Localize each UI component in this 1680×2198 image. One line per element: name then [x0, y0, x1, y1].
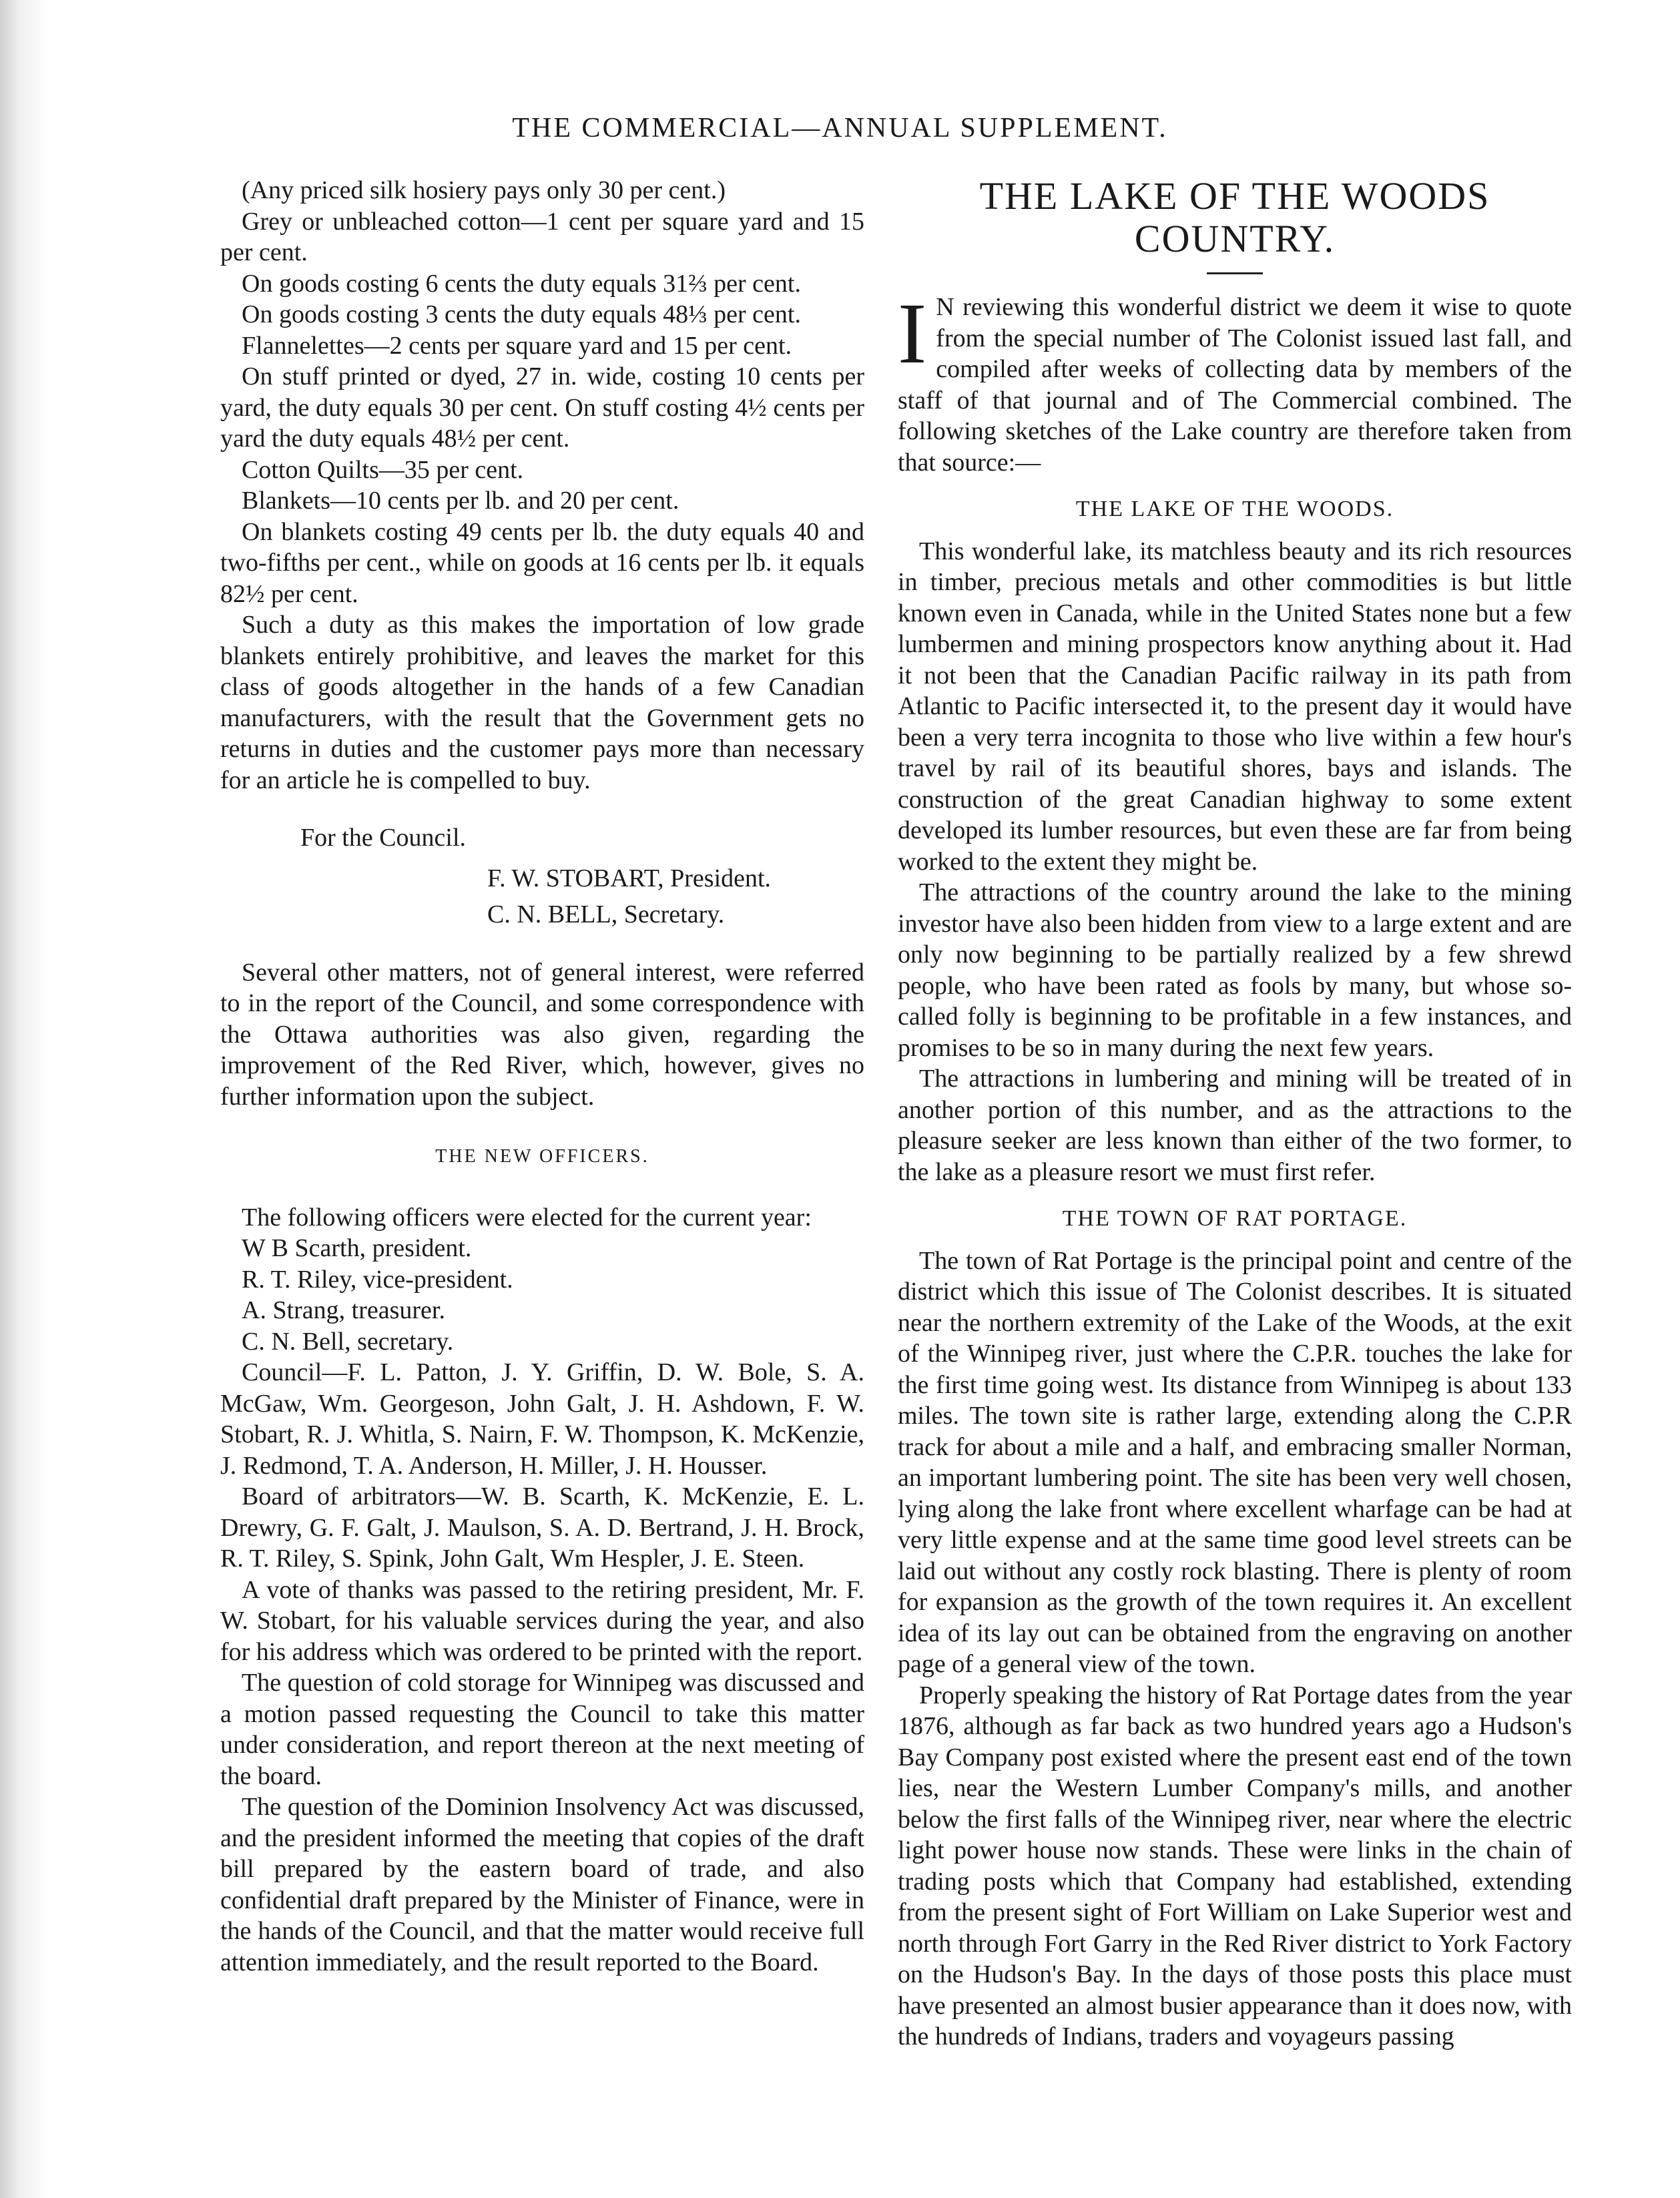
paragraph: On goods costing 6 cents the duty equals 31⅔ per cent. [242, 269, 801, 298]
paragraph: The question of the Dominion Insolvency Act was discussed, and the president informed the meeting that copies of the draft bill prepared by the eastern board of trade, and also confidential draft prepared by the Minister of Finance, were in the hands of the Council, and that the matter would receive full attention immediately, and the result reported to the Board. [220, 1793, 864, 1976]
paragraph: Cotton Quilts—35 per cent. [242, 455, 524, 484]
officer-line: C. N. Bell, secretary. [242, 1327, 454, 1356]
paragraph: Grey or unbleached cotton—1 cent per square yard and 15 per cent. [220, 207, 864, 266]
paragraph: Such a duty as this makes the importation of low grade blankets entirely prohibitive, and leaves the market for this class of goods altogether in the hands of a few Canadian manufacturers, with the result that the Government gets no returns in duties and the customer pays more than necessary for an article he is compelled to buy. [220, 611, 864, 794]
paragraph: Council—F. L. Patton, J. Y. Griffin, D. W. Bole, S. A. McGaw, Wm. Georgeson, John Galt, J. H. Ashdown, F. W. Stobart, R. J. Whitla, S. Nairn, F. W. Thompson, K. McKenzie, J. Redmond, T. A. Anderson, H. Miller, J. H. Housser. [220, 1358, 864, 1480]
officer-line: R. T. Riley, vice-president. [242, 1265, 513, 1294]
left-column [220, 175, 864, 1978]
article-title [898, 175, 1572, 260]
section-heading: THE LAKE OF THE WOODS. [1075, 497, 1394, 521]
paragraph: The attractions in lumbering and mining will be treated of in another portion of this number, and as the attractions to the pleasure seeker are less known than either of the two former, to the lake as a pleasure resort we must first refer. [898, 1065, 1572, 1186]
title-line: COUNTRY. [1134, 217, 1336, 260]
title-line: THE LAKE OF THE WOODS [979, 174, 1490, 218]
paragraph: On goods costing 3 cents the duty equals 48⅓ per cent. [242, 300, 801, 328]
paragraph: This wonderful lake, its matchless beauty and its rich resources in timber, precious metals and other commodities is but little known even in Canada, while in the United States none but a few lumbermen and mining prospectors know anything about it. Had it not been that the Canadian Pacific railway in its path from Atlantic to Pacific intersected it, to the present day it would have been a very terra incognita to those who live within a few hour's travel by rail of its beautiful shores, bays and islands. The construction of the great Canadian highway to some extent developed its lumber resources, but even these are far from being worked to the extent they might be. [898, 537, 1572, 876]
officer-line: A. Strang, treasurer. [242, 1296, 445, 1324]
paragraph: Several other matters, not of general interest, were referred to in the report of the Council, and some correspondence with the Ottawa authorities was also given, regarding the improvement of the Red River, which, however, gives no further information upon the subject. [220, 958, 864, 1111]
divider [1207, 272, 1263, 274]
page-header: THE COMMERCIAL—ANNUAL SUPPLEMENT. [512, 113, 1168, 144]
paragraph: On stuff printed or dyed, 27 in. wide, costing 10 cents per yard, the duty equals 30 per cent. On stuff costing 4½ cents per yard the duty equals 48½ per cent. [220, 362, 864, 453]
paragraph: The question of cold storage for Winnipeg was discussed and a motion passed requesting the Council to take this matter under consideration, and report thereon at the next meeting of the board. [220, 1669, 864, 1790]
section-heading: THE NEW OFFICERS. [435, 1146, 649, 1167]
paragraph: Board of arbitrators—W. B. Scarth, K. McKenzie, E. L. Drewry, G. F. Galt, J. Maulson, S. A. D. Bertrand, J. H. Brock, R. T. Riley, S. Spink, John Galt, Wm Hespler, J. E. Steen. [220, 1482, 864, 1573]
intro-text: N reviewing this wonderful district we deem it wise to quote from the special number of The Colonist issued last fall, and compiled after weeks of collecting data by members of the staff of that journal and of The Commercial combined. The following sketches of the Lake country are therefore taken from that source:— [898, 293, 1572, 477]
paragraph: (Any priced silk hosiery pays only 30 per cent.) [242, 176, 726, 204]
section-heading: THE TOWN OF RAT PORTAGE. [1062, 1206, 1408, 1231]
paragraph: The attractions of the country around the lake to the mining investor have also been hidden from view to a large extent and are only now beginning to be partially realized by a few shrewd people, who have been rated as fools by many, but whose so-called folly is beginning to be profitable in a few instances, and promises to be so in many during the next few years. [898, 878, 1572, 1062]
paragraph: A vote of thanks was passed to the retiring president, Mr. F. W. Stobart, for his valuable services during the year, and also for his address which was ordered to be printed with the report. [220, 1575, 864, 1666]
signature-secretary: C. N. BELL, Secretary. [487, 900, 725, 928]
paragraph: The following officers were elected for the current year: [242, 1203, 812, 1231]
scan-margin [0, 0, 48, 2198]
intro-paragraph [898, 286, 1572, 478]
signature-intro: For the Council. [300, 824, 467, 852]
paragraph: Flannelettes—2 cents per square yard and 15 per cent. [242, 331, 792, 360]
paragraph: On blankets costing 49 cents per lb. the duty equals 40 and two-fifths per cent., while on goods at 16 cents per lb. it equals 82½ per cent. [220, 517, 864, 608]
right-column [898, 175, 1572, 2052]
paragraph: Blankets—10 cents per lb. and 20 per cent. [242, 487, 679, 515]
signature-president: F. W. STOBART, President. [487, 864, 772, 892]
paragraph: Properly speaking the history of Rat Portage dates from the year 1876, although as far back as two hundred years ago a Hudson's Bay Company post existed where the present east end of the town lies, near the Western Lumber Company's mills, and another below the first falls of the Winnipeg river, near where the electric light power house now stands. These were links in the chain of trading posts which that Company had established, extending from the present sight of Fort William on Lake Superior west and north through Fort Garry in the Red River district to York Factory on the Hudson's Bay. In the days of those posts this place must have presented an almost busier appearance than it does now, with the hundreds of Indians, traders and voyageurs passing [898, 1681, 1572, 2050]
drop-cap: I [898, 286, 927, 382]
officer-line: W B Scarth, president. [242, 1234, 472, 1262]
paragraph: The town of Rat Portage is the principal point and centre of the district which this issue of The Colonist describes. It is situated near the northern extremity of the Lake of the Woods, at the exit of the Winnipeg river, just where the C.P.R. touches the lake for the first time going west. Its distance from Winnipeg is about 133 miles. The town site is rather large, extending along the C.P.R track for about a mile and a half, and embracing smaller Norman, an important lumbering point. The site has been very well chosen, lying along the lake front where excellent wharfage can be had at very little expense and at the same time good level streets can be laid out without any costly rock blasting. There is plenty of room for expansion as the growth of the town requires it. An excellent idea of its lay out can be obtained from the engraving on another page of a general view of the town. [898, 1246, 1572, 1678]
